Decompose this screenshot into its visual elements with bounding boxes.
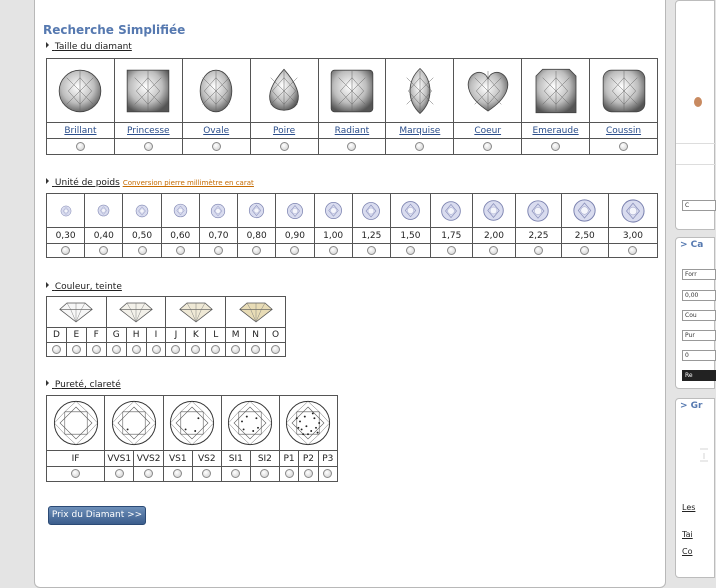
- color-label-cell-M: [226, 328, 246, 343]
- clarity-radio-vvs1[interactable]: [115, 469, 124, 478]
- color-table: [46, 296, 286, 357]
- clarity-label-p2: P2: [302, 453, 314, 464]
- right-box-3-heading: > Gr: [680, 401, 703, 411]
- weight-image-cell-14[interactable]: [608, 194, 657, 228]
- color-group-image-3: [226, 297, 286, 328]
- weight-radio[interactable]: [99, 246, 108, 255]
- color-radio-cell-J: [166, 343, 186, 357]
- weight-radio-cell-4: [199, 244, 237, 258]
- shape-radio-cell-ovale: [182, 139, 250, 155]
- weight-radio[interactable]: [214, 246, 223, 255]
- color-radio-o[interactable]: [271, 345, 280, 354]
- shape-label-ovale[interactable]: Ovale: [203, 125, 230, 136]
- color-group-image-1: [106, 297, 166, 328]
- clarity-group-image-2: [163, 396, 221, 451]
- shape-radio-emeraude[interactable]: [551, 142, 560, 151]
- shape-label-cell-radiant: [318, 123, 386, 139]
- shape-radio-cell-radiant: [318, 139, 386, 155]
- color-group-image-2: [166, 297, 226, 328]
- clarity-label-cell-IF: [47, 451, 105, 467]
- shape-radio-coeur[interactable]: [483, 142, 492, 151]
- right-field-color[interactable]: Cou: [682, 310, 716, 321]
- weight-radio-cell-6: [276, 244, 314, 258]
- weight-radio-cell-9: [390, 244, 430, 258]
- right-field-purity[interactable]: Pur: [682, 330, 716, 341]
- weight-image-cell-6[interactable]: [276, 194, 314, 228]
- color-label-cell-D: [47, 328, 67, 343]
- weight-diamond-icon[interactable]: [526, 199, 550, 223]
- clarity-radio-vs2[interactable]: [202, 469, 211, 478]
- clarity-radio-cell-VS2: [192, 467, 221, 482]
- weight-label: 0,30: [55, 230, 76, 241]
- color-label-l: L: [213, 330, 219, 340]
- weight-label-cell-2: [123, 228, 161, 244]
- weight-image-cell-13[interactable]: [561, 194, 608, 228]
- weight-table: [46, 193, 658, 258]
- color-label-o: O: [271, 330, 280, 340]
- weight-image-cell-5[interactable]: [238, 194, 276, 228]
- color-label-f: F: [93, 330, 99, 340]
- shape-image-coeur[interactable]: [454, 59, 522, 123]
- right-box-3: [675, 398, 715, 578]
- color-radio-i[interactable]: [152, 345, 161, 354]
- shape-label-coeur[interactable]: Coeur: [474, 125, 502, 136]
- brillant-diamond-icon[interactable]: [55, 66, 105, 116]
- shape-label-cell-emeraude: [522, 123, 590, 139]
- shape-radio-coussin[interactable]: [619, 142, 628, 151]
- right-input-1[interactable]: C: [682, 200, 716, 211]
- weight-label-cell-14: [608, 228, 657, 244]
- clarity-radio-cell-P2: [299, 467, 318, 482]
- color-radio-cell-M: [226, 343, 246, 357]
- weight-diamond-icon[interactable]: [173, 203, 188, 218]
- shape-radio-cell-marquise: [386, 139, 454, 155]
- clarity-radio-cell-VVS1: [105, 467, 134, 482]
- clarity-radio-cell-P1: [279, 467, 298, 482]
- color-label-j: J: [174, 330, 178, 340]
- clarity-group-image-4: [279, 396, 337, 451]
- clarity-label-cell-P1: [279, 451, 298, 467]
- weight-diamond-icon[interactable]: [482, 199, 505, 222]
- shape-radio-cell-princesse: [114, 139, 182, 155]
- weight-image-cell-12[interactable]: [516, 194, 561, 228]
- weight-diamond-icon[interactable]: [572, 198, 597, 223]
- shape-image-marquise[interactable]: [386, 59, 454, 123]
- weight-label: 1,00: [323, 230, 344, 241]
- mini-chart-fragment: [678, 435, 716, 475]
- weight-image-cell-0[interactable]: [47, 194, 85, 228]
- weight-diamond-icon[interactable]: [60, 205, 72, 217]
- color-radio-cell-N: [246, 343, 266, 357]
- clarity-radio-cell-SI2: [250, 467, 279, 482]
- right-field-form[interactable]: Forr: [682, 269, 716, 280]
- weight-radio-cell-12: [516, 244, 561, 258]
- shape-label-cell-princesse: [114, 123, 182, 139]
- color-radio-k[interactable]: [191, 345, 200, 354]
- shape-radio-radiant[interactable]: [347, 142, 356, 151]
- weight-diamond-icon[interactable]: [440, 200, 462, 222]
- color-label-h: H: [132, 330, 140, 340]
- weight-label-cell-8: [352, 228, 390, 244]
- color-group-image-0: [47, 297, 107, 328]
- weight-radio-cell-7: [314, 244, 352, 258]
- clarity-diamond-icon: [226, 399, 274, 447]
- clarity-radio-if[interactable]: [71, 469, 80, 478]
- weight-radio-cell-14: [608, 244, 657, 258]
- color-radio-cell-L: [206, 343, 226, 357]
- right-field-zero[interactable]: 0: [682, 350, 716, 361]
- weight-radio[interactable]: [406, 246, 415, 255]
- weight-label-cell-13: [561, 228, 608, 244]
- clarity-label-cell-VVS2: [134, 451, 163, 467]
- clarity-label-vs2: VS2: [197, 453, 216, 464]
- main-panel: [34, 0, 666, 588]
- color-radio-d[interactable]: [52, 345, 61, 354]
- weight-label-cell-11: [472, 228, 516, 244]
- weight-label-cell-3: [161, 228, 199, 244]
- weight-radio-cell-3: [161, 244, 199, 258]
- clarity-radio-p2[interactable]: [304, 469, 313, 478]
- clarity-label-cell-VS2: [192, 451, 221, 467]
- weight-diamond-icon[interactable]: [620, 198, 646, 224]
- clarity-label-vvs1: VVS1: [107, 453, 132, 464]
- right-box-2-heading: > Ca: [680, 240, 704, 250]
- weight-label: 1,25: [361, 230, 382, 241]
- weight-radio-cell-10: [430, 244, 472, 258]
- weight-image-cell-8[interactable]: [352, 194, 390, 228]
- weight-image-cell-4[interactable]: [199, 194, 237, 228]
- color-radio-h[interactable]: [132, 345, 141, 354]
- color-label-d: D: [52, 330, 60, 340]
- color-radio-cell-E: [66, 343, 86, 357]
- weight-image-cell-10[interactable]: [430, 194, 472, 228]
- right-link-tai[interactable]: Tai: [682, 530, 693, 539]
- emeraude-diamond-icon[interactable]: [531, 66, 581, 116]
- color-label-cell-E: [66, 328, 86, 343]
- clarity-diamond-icon: [52, 399, 100, 447]
- diamond-side-icon: [58, 300, 94, 324]
- weight-radio[interactable]: [447, 246, 456, 255]
- color-label-cell-N: [246, 328, 266, 343]
- clarity-diamond-icon: [168, 399, 216, 447]
- weight-label-cell-1: [85, 228, 123, 244]
- clarity-label-cell-SI2: [250, 451, 279, 467]
- weight-diamond-icon[interactable]: [210, 203, 226, 219]
- right-link-co[interactable]: Co: [682, 547, 693, 556]
- weight-radio[interactable]: [61, 246, 70, 255]
- weight-label-cell-10: [430, 228, 472, 244]
- weight-label: 2,00: [483, 230, 504, 241]
- section-weight-link[interactable]: [46, 178, 254, 188]
- clarity-radio-cell-SI1: [221, 467, 250, 482]
- weight-radio[interactable]: [252, 246, 261, 255]
- marquise-diamond-icon[interactable]: [395, 66, 445, 116]
- clarity-radio-si2[interactable]: [260, 469, 269, 478]
- section-shape-link[interactable]: [46, 42, 132, 52]
- color-radio-j[interactable]: [171, 345, 180, 354]
- clarity-radio-p3[interactable]: [323, 469, 332, 478]
- color-label-m: M: [231, 330, 240, 340]
- clarity-group-image-1: [105, 396, 164, 451]
- poire-diamond-icon[interactable]: [259, 66, 309, 116]
- weight-image-cell-3[interactable]: [161, 194, 199, 228]
- shape-radio-cell-coussin: [590, 139, 658, 155]
- color-radio-cell-O: [266, 343, 286, 357]
- color-radio-cell-K: [186, 343, 206, 357]
- clarity-radio-cell-VVS2: [134, 467, 163, 482]
- color-radio-cell-H: [126, 343, 146, 357]
- shape-label-cell-marquise: [386, 123, 454, 139]
- weight-label: 2,50: [574, 230, 595, 241]
- shape-label-cell-poire: [250, 123, 318, 139]
- shape-label-cell-coussin: [590, 123, 658, 139]
- clarity-radio-vs1[interactable]: [173, 469, 182, 478]
- ovale-diamond-icon[interactable]: [191, 66, 241, 116]
- color-label-cell-F: [86, 328, 106, 343]
- avatar-fragment: [694, 97, 702, 107]
- weight-radio-cell-5: [238, 244, 276, 258]
- weight-label-cell-12: [516, 228, 561, 244]
- divider: [676, 164, 716, 165]
- weight-label: 0,90: [284, 230, 305, 241]
- color-label-cell-G: [106, 328, 126, 343]
- weight-radio-cell-8: [352, 244, 390, 258]
- weight-radio-cell-11: [472, 244, 516, 258]
- clarity-label-cell-SI1: [221, 451, 250, 467]
- right-field-weight[interactable]: 0,00: [682, 290, 716, 301]
- clarity-label-vs1: VS1: [168, 453, 187, 464]
- weight-image-cell-7[interactable]: [314, 194, 352, 228]
- shape-label-cell-ovale: [182, 123, 250, 139]
- color-radio-cell-I: [146, 343, 166, 357]
- coeur-diamond-icon[interactable]: [463, 66, 513, 116]
- clarity-label-si1: SI1: [228, 453, 243, 464]
- weight-label: 0,50: [132, 230, 153, 241]
- color-label-cell-K: [186, 328, 206, 343]
- color-label-cell-I: [146, 328, 166, 343]
- weight-radio[interactable]: [628, 246, 637, 255]
- weight-image-cell-9[interactable]: [390, 194, 430, 228]
- section-color-link[interactable]: [46, 282, 122, 292]
- shape-image-poire[interactable]: [250, 59, 318, 123]
- color-radio-f[interactable]: [92, 345, 101, 354]
- shape-label-coussin[interactable]: Coussin: [605, 125, 642, 136]
- clarity-group-image-0: [47, 396, 105, 451]
- shape-image-emeraude[interactable]: [522, 59, 590, 123]
- shape-radio-marquise[interactable]: [415, 142, 424, 151]
- clarity-label-cell-P2: [299, 451, 318, 467]
- right-column: [675, 0, 715, 582]
- shape-label-radiant[interactable]: Radiant: [334, 125, 370, 136]
- color-label-n: N: [252, 330, 259, 340]
- clarity-label-p3: P3: [322, 453, 334, 464]
- section-clarity-label: Pureté, clareté: [54, 380, 121, 390]
- weight-label: 3,00: [622, 230, 643, 241]
- color-radio-g[interactable]: [112, 345, 121, 354]
- shape-radio-cell-emeraude: [522, 139, 590, 155]
- color-label-k: K: [192, 330, 199, 340]
- shape-image-coussin[interactable]: [590, 59, 658, 123]
- color-radio-cell-G: [106, 343, 126, 357]
- coussin-diamond-icon[interactable]: [599, 66, 649, 116]
- prix-diamant-button[interactable]: Prix du Diamant >>: [48, 506, 146, 525]
- color-label-cell-L: [206, 328, 226, 343]
- weight-image-cell-2[interactable]: [123, 194, 161, 228]
- weight-radio[interactable]: [138, 246, 147, 255]
- shape-image-ovale[interactable]: [182, 59, 250, 123]
- shape-image-princesse[interactable]: [114, 59, 182, 123]
- weight-label: 2,25: [528, 230, 549, 241]
- weight-label-cell-7: [314, 228, 352, 244]
- clarity-label-if: IF: [71, 453, 80, 464]
- section-shape-label: Taille du diamant: [54, 42, 132, 52]
- clarity-label-p1: P1: [283, 453, 295, 464]
- shape-radio-cell-poire: [250, 139, 318, 155]
- color-radio-l[interactable]: [211, 345, 220, 354]
- weight-diamond-icon[interactable]: [97, 204, 110, 217]
- weight-radio[interactable]: [580, 246, 589, 255]
- clarity-radio-cell-P3: [318, 467, 337, 482]
- shape-label-marquise[interactable]: Marquise: [399, 125, 441, 136]
- diamond-side-icon: [238, 300, 274, 324]
- weight-diamond-icon[interactable]: [286, 202, 304, 220]
- clarity-label-cell-VVS1: [105, 451, 134, 467]
- weight-label: 1,75: [441, 230, 462, 241]
- shape-label-cell-coeur: [454, 123, 522, 139]
- shape-label-emeraude[interactable]: Emeraude: [532, 125, 579, 136]
- clarity-radio-cell-IF: [47, 467, 105, 482]
- section-color-label: Couleur, teinte: [54, 282, 122, 292]
- divider: [676, 143, 716, 144]
- clarity-diamond-icon: [284, 399, 332, 447]
- color-label-e: E: [73, 330, 80, 340]
- color-radio-cell-F: [86, 343, 106, 357]
- shape-image-brillant[interactable]: [47, 59, 115, 123]
- radiant-diamond-icon[interactable]: [327, 66, 377, 116]
- weight-label-cell-4: [199, 228, 237, 244]
- weight-radio[interactable]: [534, 246, 543, 255]
- weight-radio-cell-13: [561, 244, 608, 258]
- diamond-side-icon: [118, 300, 154, 324]
- right-link-les[interactable]: Les: [682, 503, 696, 512]
- weight-radio-cell-1: [85, 244, 123, 258]
- clarity-label-cell-P3: [318, 451, 337, 467]
- color-label-g: G: [112, 330, 120, 340]
- section-clarity-link[interactable]: [46, 380, 121, 390]
- shape-label-brillant[interactable]: Brillant: [64, 125, 97, 136]
- conversion-link[interactable]: Conversion pierre millimètre en carat: [122, 179, 254, 187]
- weight-radio[interactable]: [290, 246, 299, 255]
- shape-table: [46, 58, 658, 155]
- right-box-2: [675, 237, 715, 389]
- princesse-diamond-icon[interactable]: [123, 66, 173, 116]
- color-radio-e[interactable]: [72, 345, 81, 354]
- shape-radio-princesse[interactable]: [144, 142, 153, 151]
- color-radio-cell-D: [47, 343, 67, 357]
- clarity-radio-vvs2[interactable]: [144, 469, 153, 478]
- clarity-label-cell-VS1: [163, 451, 192, 467]
- color-radio-m[interactable]: [231, 345, 240, 354]
- shape-radio-ovale[interactable]: [212, 142, 221, 151]
- color-radio-n[interactable]: [251, 345, 260, 354]
- shape-radio-cell-brillant: [47, 139, 115, 155]
- clarity-table: [46, 395, 338, 482]
- weight-diamond-icon[interactable]: [135, 204, 149, 218]
- weight-diamond-icon[interactable]: [324, 201, 343, 220]
- weight-radio-cell-0: [47, 244, 85, 258]
- weight-image-cell-1[interactable]: [85, 194, 123, 228]
- weight-label-cell-0: [47, 228, 85, 244]
- section-weight-label: Unité de poids: [54, 178, 120, 188]
- clarity-radio-cell-VS1: [163, 467, 192, 482]
- color-label-cell-O: [266, 328, 286, 343]
- weight-radio-cell-2: [123, 244, 161, 258]
- weight-radio[interactable]: [367, 246, 376, 255]
- diamond-side-icon: [178, 300, 214, 324]
- clarity-label-vvs2: VVS2: [136, 453, 161, 464]
- weight-diamond-icon[interactable]: [361, 201, 381, 221]
- weight-label: 1,50: [400, 230, 421, 241]
- shape-radio-cell-coeur: [454, 139, 522, 155]
- weight-label: 0,60: [170, 230, 191, 241]
- color-label-i: I: [154, 330, 158, 340]
- color-label-cell-H: [126, 328, 146, 343]
- weight-label-cell-5: [238, 228, 276, 244]
- weight-radio[interactable]: [329, 246, 338, 255]
- clarity-label-si2: SI2: [257, 453, 272, 464]
- shape-label-cell-brillant: [47, 123, 115, 139]
- clarity-radio-p1[interactable]: [285, 469, 294, 478]
- shape-image-radiant[interactable]: [318, 59, 386, 123]
- shape-label-poire[interactable]: Poire: [272, 125, 296, 136]
- weight-radio[interactable]: [489, 246, 498, 255]
- clarity-radio-si1[interactable]: [231, 469, 240, 478]
- page-title: Recherche Simplifiée: [43, 23, 186, 37]
- weight-label-cell-6: [276, 228, 314, 244]
- weight-label: 0,70: [208, 230, 229, 241]
- shape-radio-poire[interactable]: [280, 142, 289, 151]
- weight-image-cell-11[interactable]: [472, 194, 516, 228]
- shape-label-princesse[interactable]: Princesse: [127, 125, 170, 136]
- shape-radio-brillant[interactable]: [76, 142, 85, 151]
- weight-label: 0,80: [246, 230, 267, 241]
- weight-label-cell-9: [390, 228, 430, 244]
- clarity-diamond-icon: [110, 399, 158, 447]
- weight-radio[interactable]: [176, 246, 185, 255]
- color-label-cell-J: [166, 328, 186, 343]
- right-search-button[interactable]: Re: [682, 370, 716, 381]
- weight-label: 0,40: [93, 230, 114, 241]
- weight-diamond-icon[interactable]: [400, 200, 421, 221]
- right-box-1: [675, 0, 715, 230]
- clarity-group-image-3: [221, 396, 279, 451]
- weight-diamond-icon[interactable]: [248, 202, 265, 219]
